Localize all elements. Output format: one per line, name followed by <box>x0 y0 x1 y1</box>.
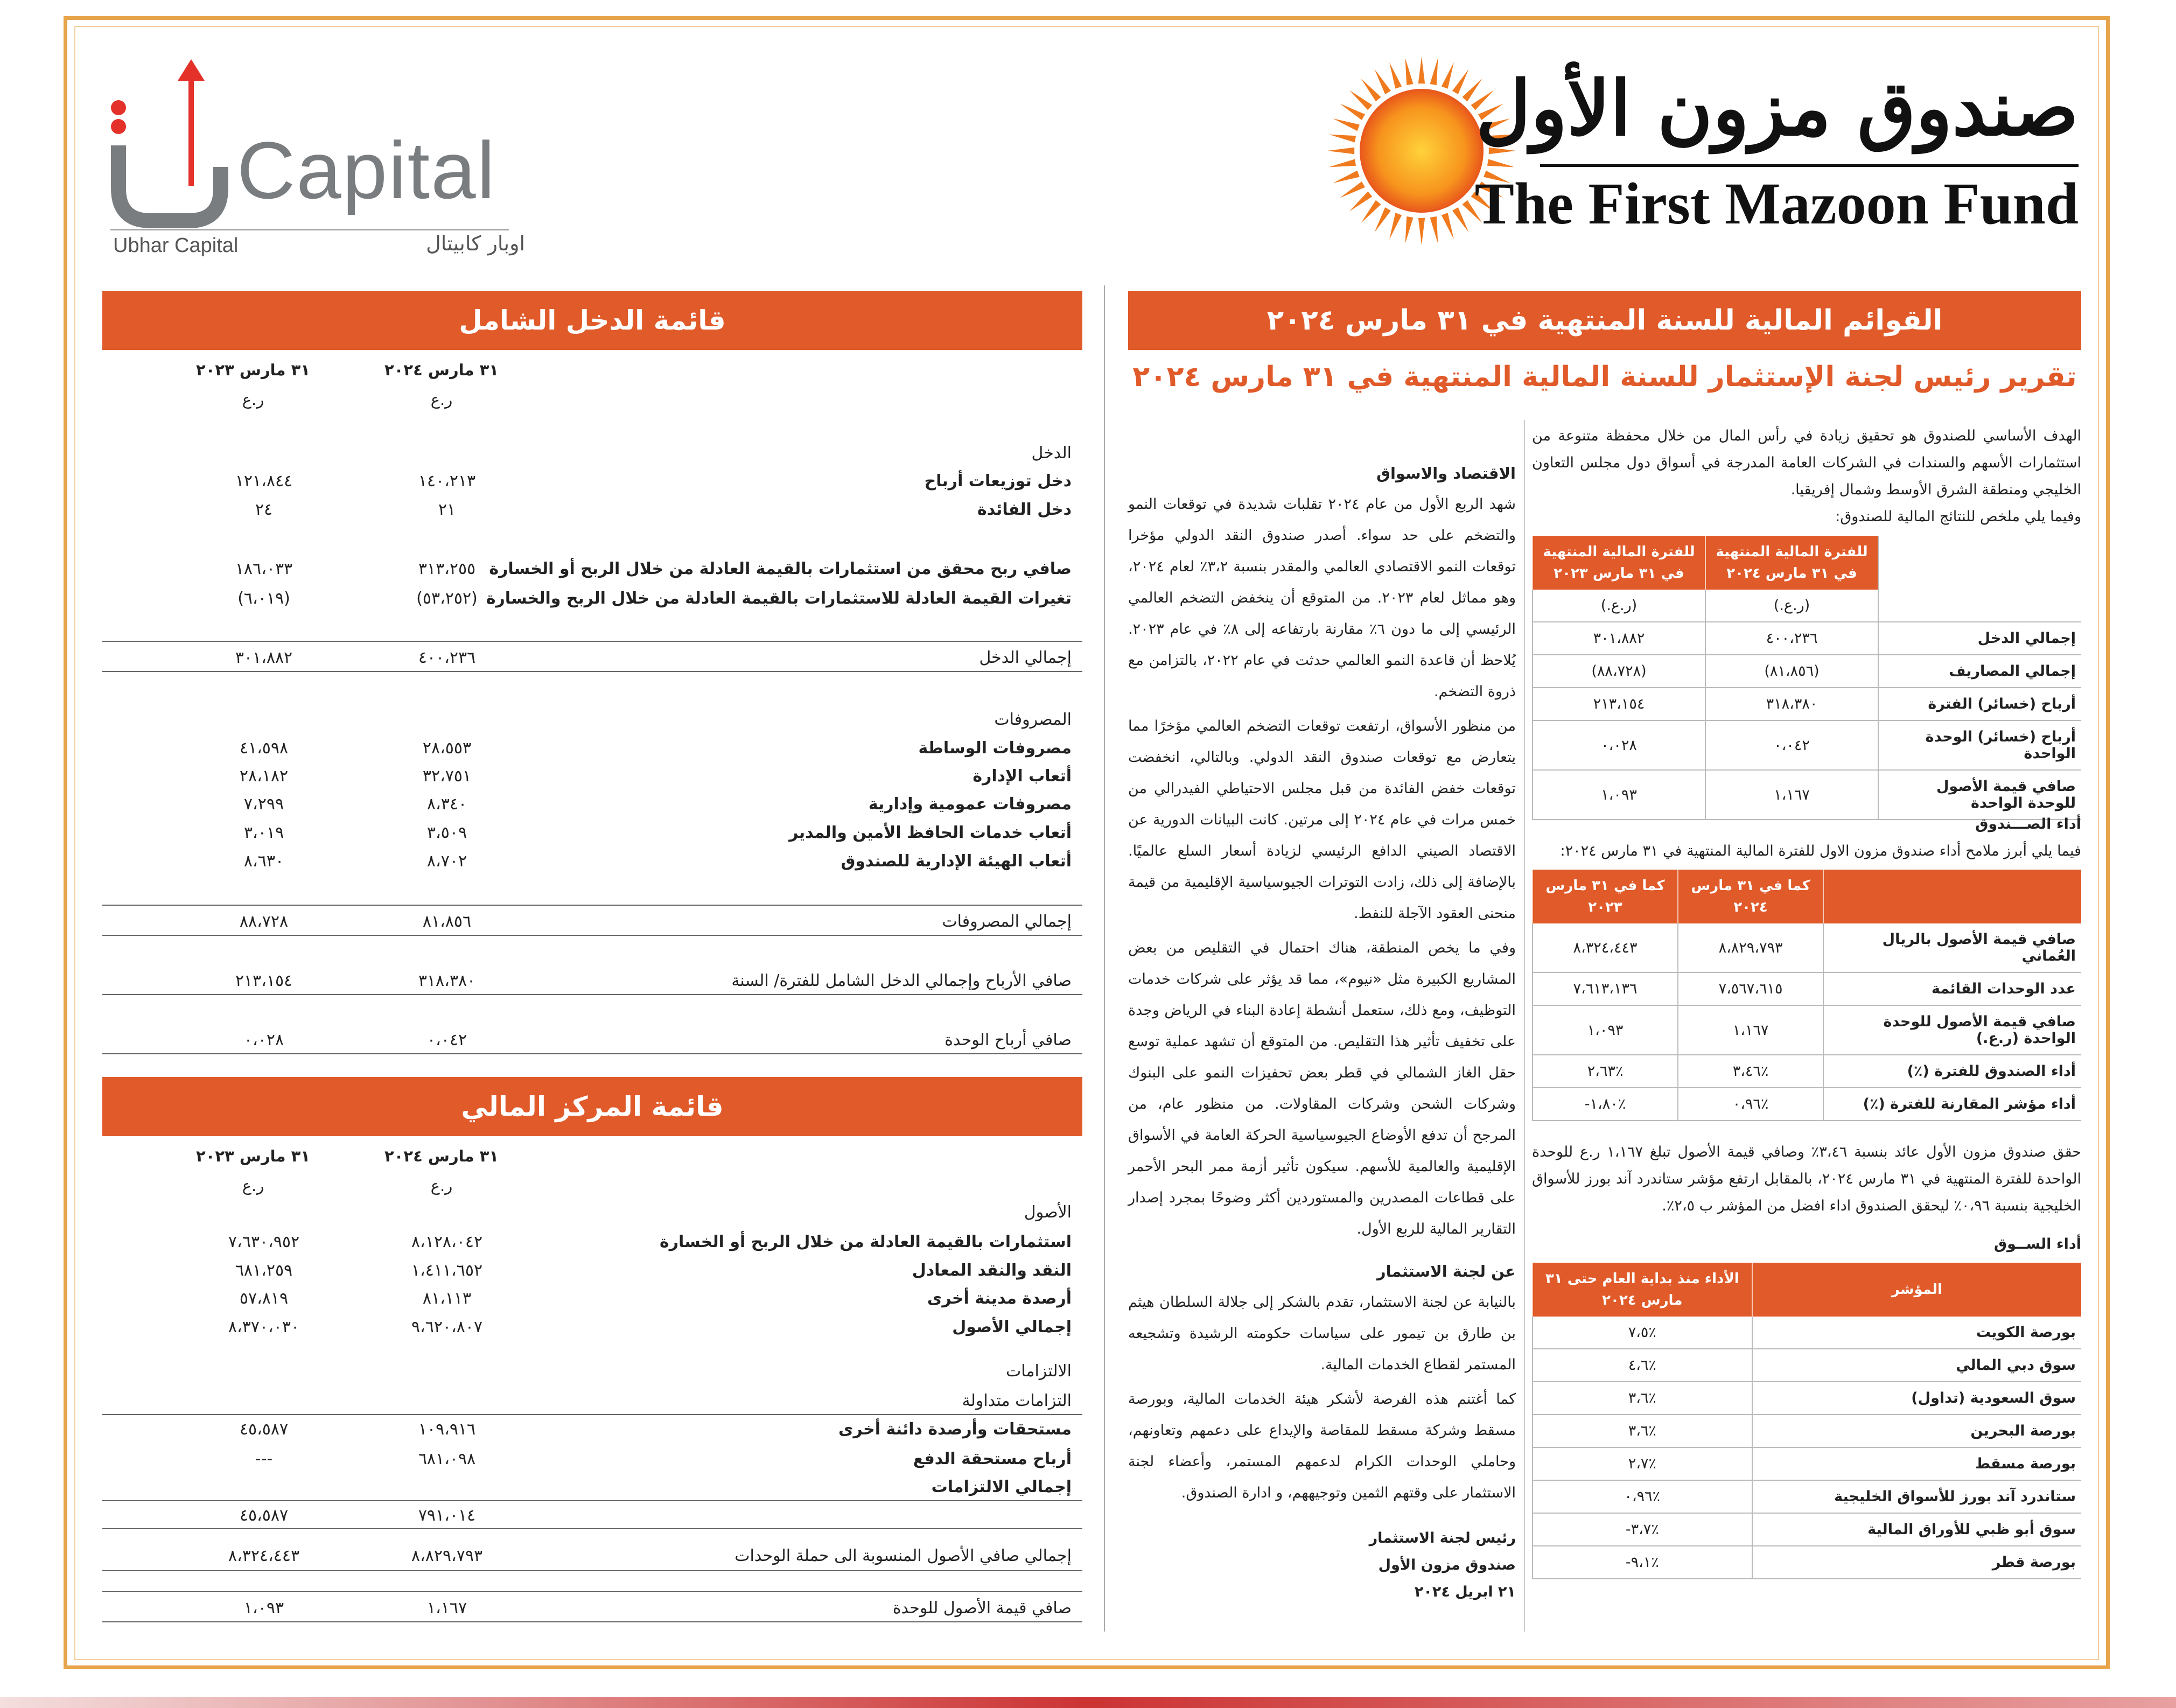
commentary-column <box>1128 458 1516 1609</box>
sun-ray <box>1452 69 1469 94</box>
sun-ray <box>1430 58 1438 85</box>
table-rule <box>102 1591 1082 1592</box>
statement-row <box>102 850 1082 873</box>
statement-row <box>102 557 1082 581</box>
row-label: تغيرات القيمة العادلة للاستثمارات بالقيمة العادلة من خلال الربح والخسارة <box>486 589 1072 608</box>
table-row <box>1533 1513 2081 1546</box>
value-2023: ٢١٣،١٥٤ <box>235 971 293 990</box>
value-2023: ٢٨،١٨٢ <box>239 767 289 786</box>
row-label: دخل توزيعات أرباح <box>924 472 1072 491</box>
row-label: استثمارات بالقيمة العادلة من خلال الربح أو الخسارة <box>660 1233 1072 1251</box>
financial-position-banner: قائمة المركز المالي <box>102 1077 1082 1136</box>
statement-row <box>102 1389 1082 1413</box>
value-2024: ٧،٥٦٧،٦١٥ <box>1678 972 1823 1005</box>
sun-ray <box>1405 58 1414 85</box>
summary-header-2023: للفترة المالية المنتهية في ٣١ مارس ٢٠٢٣ <box>1533 536 1705 590</box>
row-label: صافي الأرباح وإجمالي الدخل الشامل للفترة/ السنة <box>731 971 1072 990</box>
row-label: الالتزامات <box>1006 1362 1072 1381</box>
value-2024: ٢٨،٥٥٣ <box>422 739 472 758</box>
statement-row <box>102 708 1082 732</box>
row-label: أداء مؤشر المقارنة للفترة (٪) <box>1823 1088 2081 1121</box>
value-2023: ١،٠٩٣ <box>1533 1005 1678 1055</box>
income-statement <box>102 350 1082 1066</box>
ytd-performance: ٪٢،٧ <box>1533 1447 1752 1480</box>
mazoon-logo <box>1314 54 2079 248</box>
table-row <box>1533 923 2081 972</box>
value-2024: ١،١٦٧ <box>1678 1005 1823 1055</box>
sun-ray <box>1340 104 1365 121</box>
value-2023: ٣٠١،٨٨٢ <box>1533 622 1705 655</box>
row-label: مستحقات وأرصدة دائنة أخرى <box>838 1420 1072 1439</box>
statement-row <box>102 765 1082 788</box>
sun-ray <box>1452 207 1469 233</box>
sun-ray <box>1430 216 1438 243</box>
col-header-2024: ٣١ مارس ٢٠٢٤ <box>384 361 499 379</box>
market-name: بورصة البحرين <box>1752 1415 2081 1447</box>
sun-ray <box>1361 79 1381 102</box>
ytd-performance: ٪٣،٦ <box>1533 1382 1752 1415</box>
sun-ray <box>1333 118 1360 131</box>
value-2024: ١٤٠،٢١٣ <box>418 472 476 491</box>
table-row <box>1533 1088 2081 1121</box>
value-2024: ٪٣،٤٦ <box>1678 1055 1823 1088</box>
statement-row <box>102 442 1082 465</box>
income-statement-banner: قائمة الدخل الشامل <box>102 291 1082 350</box>
sun-ray <box>1389 62 1402 89</box>
row-label: صافي قيمة الأصول للوحدة الواحدة (ر.ع.) <box>1823 1005 2081 1055</box>
table-rule <box>102 641 1082 642</box>
value-2023: ٢٤ <box>255 500 273 519</box>
committee-heading: عن لجنة الاستثمار <box>1376 1262 1516 1280</box>
table-row <box>1533 1480 2081 1513</box>
ubhar-capital-wordmark: Capital <box>237 125 496 215</box>
table-row <box>1533 1415 2081 1447</box>
statement-row <box>102 821 1082 845</box>
signature-fund: صندوق مزون الأول <box>1378 1557 1516 1573</box>
statement-row <box>102 470 1082 493</box>
value-2023: ٤٥،٥٨٧ <box>239 1420 289 1439</box>
signature-date: ٢١ ابريل ٢٠٢٤ <box>1414 1584 1516 1600</box>
fund-perf-header-2024: كما في ٣١ مارس ٢٠٢٤ <box>1678 870 1823 923</box>
row-label: إجمالي الأصول <box>952 1318 1072 1336</box>
ubhar-name-ar: اوبار كابيتال <box>426 232 525 255</box>
value-2024: ٨،٨٢٩،٧٩٣ <box>1678 923 1823 972</box>
table-rule <box>102 905 1082 906</box>
value-2024: ٩،٦٢٠،٨٠٧ <box>411 1318 483 1336</box>
sun-ray <box>1375 69 1391 94</box>
fund-perf-header-blank <box>1823 870 2081 923</box>
value-2023: ١٨٦،٠٣٣ <box>235 559 293 578</box>
table-rule <box>102 1621 1082 1622</box>
sun-ray <box>1340 181 1365 198</box>
sun-ray <box>1349 90 1373 110</box>
report-title: تقرير رئيس لجنة الإستثمار للسنة المالية المنتهية في ٣١ مارس ٢٠٢٤ <box>1132 361 2077 393</box>
table-row <box>1533 1055 2081 1088</box>
table-row <box>1533 720 2081 770</box>
value-2024: ٣،٥٠٩ <box>426 823 467 842</box>
row-label: الدخل <box>1031 444 1072 463</box>
sun-ray <box>1375 207 1391 233</box>
table-row <box>1533 688 2081 720</box>
value-2023: ٪٢،٦٣ <box>1533 1055 1678 1088</box>
sun-ray <box>1418 57 1425 83</box>
statement-row <box>102 1504 1082 1528</box>
value-2023: ٠،٠٢٨ <box>1533 720 1705 770</box>
statement-row <box>102 1287 1082 1311</box>
intro-text: الهدف الأساسي للصندوق هو تحقيق زيادة في رأس المال من خلال محفظة متنوعة من استثمارات الأسهم والسندات في الشركات العامة المدرجة في أسواق دول مجلس التعاون الخليجي ومنطقة الشرق الأوسط وشمال إفريقيا. <box>1532 428 2081 498</box>
value-2024: (٥٣،٢٥٢) <box>416 589 478 608</box>
table-row <box>1533 1447 2081 1480</box>
row-label: إجمالي الالتزامات <box>931 1478 1072 1496</box>
statement-row <box>102 1201 1082 1224</box>
value-2024: ٨،٣٤٠ <box>426 795 467 814</box>
value-2024: ١،١٦٧ <box>426 1599 467 1618</box>
economy-paragraph-3: وفي ما يخص المنطقة، هناك احتمال في التقليص من بعض المشاريع الكبيرة مثل «نيوم»، مما قد يؤثر على شركات خدمات التوظيف، ومع ذلك، ستعمل أنشطة إعادة البناء في الرياض وجدة على تخفيف تأثير هذا التقليص. من المتوقع أن تشهد عملية توسع حقل الغاز الشمالي في قطر بعض تحفيزات النمو على البنوك وشركات الشحن وشركات المقاولات. من منظور عام، من المرجح أن تدفع الأوضاع الجيوسياسية الحركة العامة في الأسواق الإقليمية والعالمية للأسهم. سيكون تأثير أزمة ممر البحر الأحمر على قطاعات المصدرين والمستوردين أكثر وضوحًا بمجرد إصدار التقارير المالية للربع الأول. <box>1128 940 1516 1237</box>
col-header-2023: ٣١ مارس ٢٠٢٣ <box>196 1147 310 1165</box>
market-name: بورصة مسقط <box>1752 1447 2081 1480</box>
value-2023: ٧،٦٣٠،٩٥٢ <box>228 1233 300 1251</box>
value-2024: ٨،٧٠٢ <box>426 852 467 871</box>
row-label: أرباح (خسائر) الوحدة الواحدة <box>1878 720 2081 770</box>
value-2024: ١،١٦٧ <box>1705 770 1878 820</box>
market-header-index: المؤشر <box>1752 1263 2081 1317</box>
value-2023: ٢١٣،١٥٤ <box>1533 688 1705 720</box>
row-label: المصروفات <box>994 710 1072 729</box>
value-2023: ٥٧،٨١٩ <box>239 1289 289 1308</box>
row-label: إجمالي صافي الأصول المنسوبة الى حملة الوحدات <box>734 1546 1072 1565</box>
row-label: أداء الصندوق للفترة (٪) <box>1823 1055 2081 1088</box>
value-2023: ٪١،٨٠- <box>1533 1088 1678 1121</box>
value-2024: ١٠٩،٩١٦ <box>418 1420 476 1439</box>
statement-row <box>102 498 1082 522</box>
column-divider <box>1104 285 1105 1632</box>
row-label: صافي قيمة الأصول للوحدة الواحدة <box>1878 770 2081 820</box>
value-2024: ٤٠٠،٢٣٦ <box>1705 622 1878 655</box>
table-row <box>1533 770 2081 820</box>
sun-ray <box>1442 213 1454 239</box>
row-label: أتعاب خدمات الحافظ الأمين والمدير <box>789 823 1072 842</box>
statement-row <box>102 1315 1082 1339</box>
table-rule <box>102 1528 1082 1529</box>
row-label: النقد والنقد المعادل <box>912 1261 1072 1280</box>
statement-row <box>102 1447 1082 1471</box>
fund-performance-lead: فيما يلي أبرز ملامح أداء صندوق مزون الاول للفترة المالية المنتهية في ٣١ مارس ٢٠٢٤: <box>1560 843 2081 859</box>
value-2023: ٣،٠١٩ <box>243 823 284 842</box>
table-row <box>1533 1349 2081 1382</box>
table-row <box>1533 1317 2081 1349</box>
statement-row <box>102 1597 1082 1620</box>
value-2024: ٦٨١،٠٩٨ <box>418 1450 476 1468</box>
sun-ray <box>1418 218 1425 245</box>
market-name: ستاندرد آند بورز للأسواق الخليجية <box>1752 1480 2081 1513</box>
logo-divider <box>110 229 509 230</box>
col-header-2023: ٣١ مارس ٢٠٢٣ <box>196 361 310 379</box>
row-label: صافي أرباح الوحدة <box>944 1031 1072 1049</box>
sun-ray <box>1442 62 1454 89</box>
table-rule <box>102 1414 1082 1415</box>
sun-ray <box>1327 148 1354 154</box>
value-2023: ٨،٣٧٠،٠٣٠ <box>228 1318 300 1336</box>
table-row <box>1533 1382 2081 1415</box>
ytd-performance: ٪٣،٧- <box>1533 1513 1752 1546</box>
row-label: التزامات متداولة <box>962 1391 1072 1410</box>
economy-paragraph-2: من منظور الأسواق، ارتفعت توقعات التضخم العالمي مؤخرًا مما يتعارض مع توقعات صندوق النقد الدولي. وبالتالي، انخفضت توقعات خفض الفائدة من قبل مجلس الاحتياطي الفيدرالي من خمس مرات في عام ٢٠٢٤ إلى مرتين. كانت البيانات الدورية عن الاقتصاد الصيني الدافع الرئيسي لزيادة أسعار السلع عالميًا. بالإضافة إلى ذلك، زادت التوترات الجيوسياسية الإقليمية من قيمة منحنى العقود الآجلة للنفط. <box>1128 718 1516 922</box>
table-rule <box>102 1053 1082 1054</box>
value-2023: ١،٠٩٣ <box>243 1599 284 1618</box>
fund-name-en: The First Mazoon Fund <box>1474 171 2079 236</box>
unit-2024: ر.ع <box>430 390 453 409</box>
value-2023: (٨٨،٧٢٨) <box>1533 655 1705 688</box>
row-label: صافي قيمة الأصول بالريال العُماني <box>1823 923 2081 972</box>
value-2024: ١،٤١١،٦٥٢ <box>411 1261 483 1280</box>
statement-row <box>102 587 1082 611</box>
sun-ray <box>1349 192 1373 212</box>
fund-perf-header-2023: كما في ٣١ مارس ٢٠٢٣ <box>1533 870 1678 923</box>
value-2023: ٣٠١،٨٨٢ <box>235 648 293 667</box>
unit-2023: ر.ع <box>242 390 264 409</box>
value-2024: ٣١٣،٢٥٥ <box>418 559 476 578</box>
sun-ray <box>1333 171 1360 183</box>
value-2023: ٤١،٥٩٨ <box>239 739 289 758</box>
table-rule <box>102 1500 1082 1501</box>
row-label: أرصدة مدينة أخرى <box>927 1289 1072 1308</box>
value-2023: ٨،٣٢٤،٤٤٣ <box>228 1546 300 1565</box>
statement-row <box>102 1475 1082 1499</box>
summary-header-2024: للفترة المالية المنتهية في ٣١ مارس ٢٠٢٤ <box>1705 536 1878 590</box>
financial-position-statement <box>102 1136 1082 1653</box>
value-2023: --- <box>255 1450 273 1468</box>
statement-row <box>102 737 1082 760</box>
row-label: صافي قيمة الأصول للوحدة <box>892 1599 1072 1618</box>
row-label: عدد الوحدات القائمة <box>1823 972 2081 1005</box>
value-2024: ٤٠٠،٢٣٦ <box>418 648 476 667</box>
statement-row <box>102 1360 1082 1383</box>
summary-header-blank <box>1878 536 2081 590</box>
value-2024: ٠،٠٤٢ <box>426 1031 467 1049</box>
value-2024: ٧٩١،٠١٤ <box>418 1506 476 1525</box>
table-row <box>1533 1005 2081 1055</box>
fund-performance-note: حقق صندوق مزون الأول عائد بنسبة ٣،٤٦٪ وصافي قيمة الأصول تبلغ ١،١٦٧ ر.ع للوحدة الواحدة للفترة المنتهية في ٣١ مارس ٢٠٢٤، بالمقابل ارتفع مؤشر ستاندرد آند بورز للأسواق الخليجية بنسبة ٠،٩٦٪ ليحقق الصندوق اداء افضل من المؤشر ب ٢،٥٪. <box>1532 1144 2081 1214</box>
row-label: صافي ربح محقق من استثمارات بالقيمة العادلة من خلال الربح أو الخسارة <box>489 559 1072 578</box>
value-2023: ٨،٦٣٠ <box>243 852 284 871</box>
market-name: بورصة الكويت <box>1752 1317 2081 1349</box>
value-2024: ٢١ <box>438 500 456 519</box>
statement-row <box>102 910 1082 934</box>
table-rule <box>102 994 1082 995</box>
market-name: سوق أبو ظبي للأوراق المالية <box>1752 1513 2081 1546</box>
row-label: مصروفات عمومية وإدارية <box>868 795 1072 814</box>
value-2023: ٨٨،٧٢٨ <box>239 912 289 931</box>
summary-table <box>1532 536 2081 820</box>
ytd-performance: ٪٩،١- <box>1533 1546 1752 1579</box>
row-label: أرباح مستحقة الدفع <box>913 1450 1072 1468</box>
table-row <box>1533 972 2081 1005</box>
value-2023: ٨،٣٢٤،٤٤٣ <box>1533 923 1678 972</box>
value-2023: (٦،٠١٩) <box>237 589 290 608</box>
committee-paragraph-1: بالنيابة عن لجنة الاستثمار، تقدم بالشكر إلى جلالة السلطان هيثم بن طارق بن تيمور على سياسات حكومته الرشيدة وتشجيعه المستمر لقطاع الخدمات المالية. <box>1128 1294 1516 1373</box>
row-label: إجمالي الدخل <box>1878 622 2081 655</box>
row-label: الأصول <box>1024 1203 1072 1222</box>
row-label: دخل الفائدة <box>977 500 1072 519</box>
fund-performance-title: أداء الصـــندوق <box>1975 816 2081 832</box>
fund-performance-table <box>1532 870 2081 1121</box>
row-label: أتعاب الإدارة <box>972 767 1072 786</box>
table-row <box>1533 655 2081 688</box>
row-label: إجمالي الدخل <box>979 648 1072 667</box>
unit-2023: ر.ع <box>242 1177 264 1195</box>
value-2024: ٪٠،٩٦ <box>1678 1088 1823 1121</box>
main-title-banner: القوائم المالية للسنة المنتهية في ٣١ مارس ٢٠٢٤ <box>1128 291 2081 350</box>
market-name: سوق دبي المالي <box>1752 1349 2081 1382</box>
statement-row <box>102 969 1082 993</box>
value-2024: ٨،٨٢٩،٧٩٣ <box>411 1546 483 1565</box>
table-rule <box>102 671 1082 672</box>
ytd-performance: ٪٤،٦ <box>1533 1349 1752 1382</box>
value-2023: ١٢١،٨٤٤ <box>235 472 293 491</box>
statement-row <box>102 646 1082 670</box>
value-2023: ٦٨١،٢٥٩ <box>235 1261 293 1280</box>
u-arrow-icon <box>108 59 237 232</box>
sun-ray <box>1361 200 1381 223</box>
row-label: أرباح (خسائر) الفترة <box>1878 688 2081 720</box>
value-2023: ١،٠٩٣ <box>1533 770 1705 820</box>
market-header-ytd: الأداء منذ بداية العام حتى ٣١ مارس ٢٠٢٤ <box>1533 1263 1752 1317</box>
ubhar-logo <box>108 48 528 264</box>
row-label: إجمالي المصاريف <box>1878 655 2081 688</box>
signature-block <box>1128 1525 1516 1606</box>
summary-unit-blank <box>1878 590 2081 622</box>
table-row <box>1533 622 2081 655</box>
value-2024: (٨١،٨٥٦) <box>1705 655 1878 688</box>
table-rule <box>102 1570 1082 1571</box>
value-2024: ٠،٠٤٢ <box>1705 720 1878 770</box>
row-label: إجمالي المصروفات <box>942 912 1072 931</box>
value-2024: ٣١٨،٣٨٠ <box>418 971 476 990</box>
intro-lead: وفيما يلي ملخص للنتائج المالية للصندوق: <box>1835 508 2081 525</box>
ytd-performance: ٪٠،٩٦ <box>1533 1480 1752 1513</box>
statement-row <box>102 1544 1082 1568</box>
value-2024: ٨١،٨٥٦ <box>422 912 472 931</box>
sun-ray <box>1389 213 1402 239</box>
statement-row <box>102 1259 1082 1283</box>
market-performance-title: أداء الســوق <box>1994 1236 2081 1252</box>
sun-ray <box>1487 159 1514 167</box>
sun-ray <box>1405 216 1414 243</box>
fund-name-rule <box>1540 164 2079 167</box>
summary-unit-2024: (ر.ع.) <box>1705 590 1878 622</box>
value-2023: ٤٥،٥٨٧ <box>239 1506 289 1525</box>
table-rule <box>102 935 1082 936</box>
row-label: مصروفات الوساطة <box>918 739 1072 758</box>
statement-row <box>102 1418 1082 1441</box>
statement-row <box>102 1230 1082 1254</box>
economy-heading: الاقتصاد والاسواق <box>1376 464 1516 482</box>
bottom-color-bar <box>0 1697 2176 1708</box>
value-2023: ٠،٠٢٨ <box>243 1031 284 1049</box>
value-2024: ٨١،١١٣ <box>422 1289 472 1308</box>
value-2024: ٣١٨،٣٨٠ <box>1705 688 1878 720</box>
signature-title: رئيس لجنة الاستثمار <box>1369 1530 1516 1546</box>
col-header-2024: ٣١ مارس ٢٠٢٤ <box>384 1147 499 1165</box>
ytd-performance: ٪٣،٦ <box>1533 1415 1752 1447</box>
market-performance-table <box>1532 1263 2081 1579</box>
value-2024: ٣٢،٧٥١ <box>422 767 472 786</box>
value-2023: ٧،٦١٣،١٣٦ <box>1533 972 1678 1005</box>
intro-paragraph <box>1532 423 2081 530</box>
fund-name-ar: صندوق مزون الأول <box>1475 65 2079 153</box>
value-2023: ٧،٢٩٩ <box>243 795 284 814</box>
column-divider-2 <box>1524 420 1525 1632</box>
statement-row <box>102 1028 1082 1052</box>
table-row <box>1533 1546 2081 1579</box>
statement-row <box>102 793 1082 816</box>
sun-ray <box>1329 135 1356 143</box>
ytd-performance: ٪٧،٥ <box>1533 1317 1752 1349</box>
unit-2024: ر.ع <box>430 1177 453 1195</box>
committee-paragraph-2: كما أغتنم هذه الفرصة لأشكر هيئة الخدمات المالية، وبورصة مسقط وشركة مسقط للمقاصة والإيداع على دعمهم وتعاونهم، وحاملي الوحدات الكرام لدعمهم المستمر، وأعضاء لجنة الاستثمار على وقتهم الثمين وتوجيههم، و ادارة الصندوق. <box>1128 1391 1516 1501</box>
ubhar-name-en: Ubhar Capital <box>113 234 239 257</box>
market-name: سوق السعودية (تداول) <box>1752 1382 2081 1415</box>
sun-ray <box>1329 159 1356 167</box>
summary-unit-2023: (ر.ع.) <box>1533 590 1705 622</box>
row-label: أتعاب الهيئة الإدارية للصندوق <box>841 852 1072 871</box>
value-2024: ٨،١٢٨،٠٤٢ <box>411 1233 483 1251</box>
economy-paragraph-1: شهد الربع الأول من عام ٢٠٢٤ تقلبات شديدة في توقعات النمو والتضخم على حد سواء. أصدر صندوق النقد الدولي مؤخرا توقعات النمو الاقتصادي العالمي والمقدر بنسبة ٣،٢٪ لعام ٢٠٢٤، وهو مماثل لعام ٢٠٢٣. من المتوقع أن ينخفض التضخم العالمي الرئيسي إلى ما دون ٦٪ مقارنة بارتفاعه إلى ٨٪ في عام ٢٠٢٣. يُلاحظ أن قاعدة النمو العالمي حدثت في عام ٢٠٢٢، بالتزامن مع ذروة التضخم. <box>1128 496 1516 700</box>
market-name: بورصة قطر <box>1752 1546 2081 1579</box>
